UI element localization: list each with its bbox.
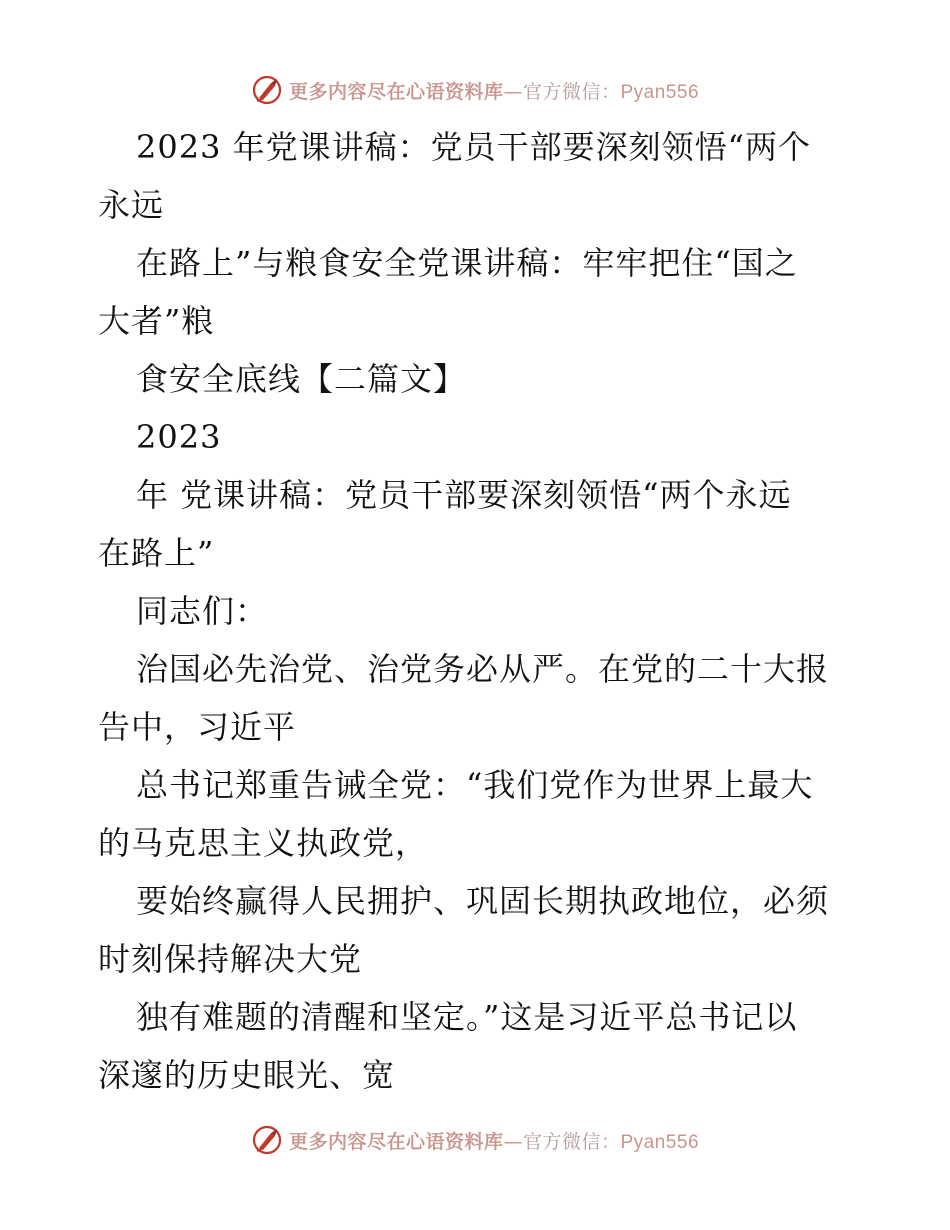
banner-dash: —	[503, 80, 523, 103]
document-body	[98, 118, 858, 1104]
banner-wechat-id: Pyan556	[620, 81, 700, 103]
text-line: 独有难题的清醒和坚定。”这是习近平总书记以	[136, 998, 798, 1036]
text-line: 在路上”	[98, 534, 215, 572]
text-line: 要始终赢得人民拥护、巩固长期执政地位，必须	[136, 882, 830, 920]
text-line: 告中，习近平	[98, 708, 297, 746]
text-line: 同志们：	[136, 592, 269, 630]
text-line: 大者”粮	[98, 302, 215, 340]
header-watermark-banner	[0, 70, 950, 110]
banner-main-text: 更多内容尽在心语资料库	[288, 80, 504, 103]
text-line: 食安全底线【二篇文】	[136, 360, 467, 398]
footer-watermark-banner	[0, 1120, 950, 1160]
banner-label-text: 官方微信：	[522, 1130, 621, 1153]
banner-label-text: 官方微信：	[522, 80, 621, 103]
text-line: 年 党课讲稿：党员干部要深刻领悟“两个永远	[136, 476, 792, 514]
banner-main-text: 更多内容尽在心语资料库	[288, 1130, 504, 1153]
text-line: 的马克思主义执政党，	[98, 824, 429, 862]
text-line: 2023	[136, 418, 222, 456]
text-line: 治国必先治党、治党务必从严。在党的二十大报	[136, 650, 830, 688]
banner-wechat-id: Pyan556	[620, 1131, 700, 1153]
banner-dash: —	[503, 1130, 523, 1153]
text-line: 2023 年党课讲稿：党员干部要深刻领悟“两个	[136, 128, 811, 166]
text-line: 在路上”与粮食安全党课讲稿：牢牢把住“国之	[136, 244, 798, 282]
quill-logo-icon	[251, 1124, 283, 1156]
quill-logo-icon	[251, 74, 283, 106]
text-line: 深邃的历史眼光、宽	[98, 1056, 396, 1094]
text-line: 时刻保持解决大党	[98, 940, 363, 978]
text-line: 总书记郑重告诫全党：“我们党作为世界上最大	[136, 766, 814, 804]
text-line: 永远	[98, 186, 165, 224]
